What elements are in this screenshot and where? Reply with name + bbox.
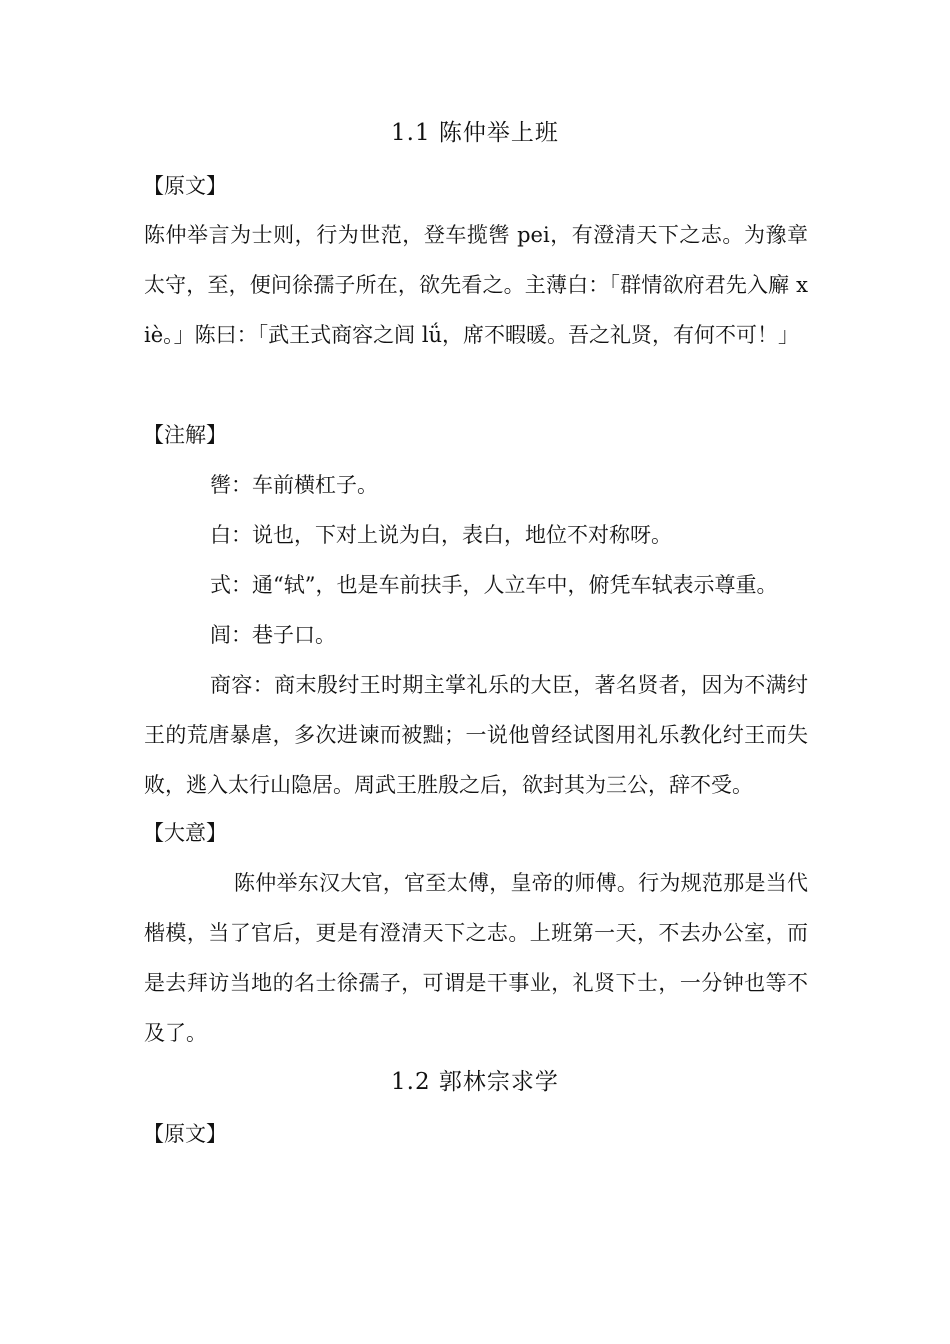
- section-title-1: 1.1 陈仲举上班: [391, 120, 559, 146]
- note-item: 式：通“轼”，也是车前扶手，人立车中，俯凭车轼表示尊重。: [210, 573, 778, 597]
- summary-heading: 【大意】: [143, 821, 227, 845]
- note-shangrong-paragraph: 商容：商末殷纣王时期主掌礼乐的大臣，著名贤者，因为不满纣王的荒唐暴虐，多次进谏而被黜；一说他曾经试图用礼乐教化纣王而失败，逃入太行山隐居。周武王胜殷之后，欲封其为三公，辞不受。: [144, 673, 808, 797]
- note-item: 白：说也，下对上说为白，表白，地位不对称呀。: [210, 523, 672, 547]
- original-text-heading: 【原文】: [143, 174, 227, 198]
- section-title-2: 1.2 郭林宗求学: [391, 1069, 559, 1095]
- original-text-paragraph: 陈仲举言为士则，行为世范，登车揽辔 pei，有澄清天下之志。为豫章太守，至，便问徐孺子所在，欲先看之。主薄白：「群情欲府君先入廨 xiè。」陈曰：「武王式商容之闾 lǘ，席不暇暖。吾之礼贤，有何不可！」: [144, 223, 808, 347]
- summary-paragraph: 陈仲举东汉大官，官至太傅，皇帝的师傅。行为规范那是当代楷模，当了官后，更是有澄清天下之志。上班第一天，不去办公室，而是去拜访当地的名士徐孺子，可谓是干事业，礼贤下士，一分钟也等不及了。: [144, 871, 808, 1045]
- notes-heading: 【注解】: [143, 423, 227, 447]
- original-text-heading-2: 【原文】: [143, 1122, 227, 1146]
- note-item: 辔：车前横杠子。: [210, 473, 378, 497]
- note-item: 闾：巷子口。: [210, 623, 336, 647]
